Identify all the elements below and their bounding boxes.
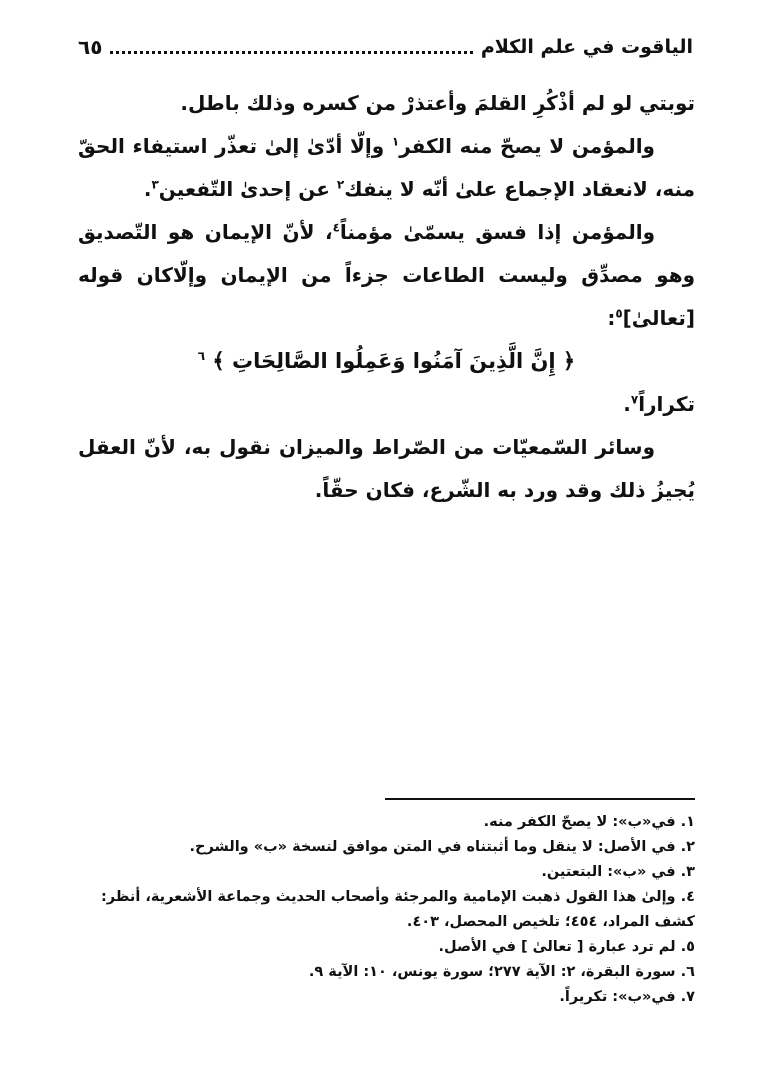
paragraph-4-text-a: تكراراً bbox=[638, 392, 695, 416]
footnote-2: ٢. في الأصل: لا ينقل وما أثبتناه في المتن موافق لنسخة «ب» والشرح. bbox=[189, 839, 695, 855]
footnote-ref-4[interactable]: ٤ bbox=[332, 220, 340, 235]
footnote-ref-3[interactable]: ٣ bbox=[151, 177, 159, 192]
paragraph-1 bbox=[78, 82, 695, 125]
paragraph-4-text-b: . bbox=[623, 392, 631, 416]
book-title: الياقوت في علم الكلام bbox=[480, 36, 693, 58]
paragraph-3-text-b: ، لأنّ الإيمان هو التّصديق وهو مصدِّق وليست الطاعات جزءاً من الإيمان وإلّاكان قوله [تعالىٰ] bbox=[78, 220, 695, 330]
paragraph-2-text-c: عن إحدىٰ التّفعين bbox=[158, 177, 337, 201]
footnote-5: ٥. لم ترد عبارة [ تعالىٰ ] في الأصل. bbox=[438, 939, 695, 955]
paragraph-5 bbox=[78, 426, 695, 512]
paragraph-1-text: توبتي لو لم أذْكُرِ القلمَ وأعتذرْ من كسره وذلك باطل. bbox=[180, 91, 695, 115]
paragraph-2-text-d: . bbox=[143, 177, 152, 201]
footnote-divider bbox=[385, 798, 695, 800]
footnote-4: ٤. وإلىٰ هذا القول ذهبت الإمامية والمرجئة وأصحاب الحديث وجماعة الأشعرية، أنظر: كشف المراد، ٤٥٤؛ تلخيص المحصل، ٤٠٣. bbox=[100, 889, 695, 930]
main-text bbox=[78, 82, 695, 512]
footnote-1: ١. في«ب»: لا يصحّ الكفر منه. bbox=[483, 814, 695, 830]
footnote-ref-7[interactable]: ٧ bbox=[630, 392, 639, 407]
paragraph-3 bbox=[78, 211, 695, 340]
quran-verse bbox=[78, 340, 695, 383]
footnotes bbox=[78, 810, 695, 1010]
footnote-ref-5[interactable]: ٥ bbox=[615, 306, 623, 321]
paragraph-2 bbox=[78, 125, 695, 211]
dot-leader bbox=[110, 41, 472, 54]
footnote-ref-2[interactable]: ٢ bbox=[336, 177, 345, 192]
paragraph-3-text-c: : bbox=[607, 306, 616, 330]
page-number: ٦٥ bbox=[78, 35, 103, 59]
footnote-3: ٣. في «ب»: البتعتين. bbox=[541, 864, 695, 880]
verse-text: ﴿ إِنَّ الَّذِينَ آمَنُوا وَعَمِلُوا الصَّالِحَاتِ ﴾ bbox=[212, 349, 576, 373]
running-header bbox=[78, 30, 693, 64]
footnote-ref-6[interactable]: ٦ bbox=[197, 349, 206, 363]
paragraph-3-text-a: والمؤمن إذا فسق يسمّىٰ مؤمناً bbox=[339, 220, 655, 244]
footnote-6: ٦. سورة البقرة، ٢: الآية ٢٧٧؛ سورة يونس، ١٠: الآية ٩. bbox=[308, 964, 695, 980]
paragraph-5-text: وسائر السّمعيّات من الصّراط والميزان نقول به، لأنّ العقل يُجيزُ ذلك وقد ورد به الشّرع، فكان حقّاً. bbox=[78, 435, 695, 502]
paragraph-2-text-a: والمؤمن لا يصحّ منه الكفر bbox=[399, 134, 655, 158]
footnote-7: ٧. في«ب»: تكريراً. bbox=[559, 989, 695, 1005]
footnote-ref-1[interactable]: ١ bbox=[391, 134, 400, 149]
paragraph-4 bbox=[78, 383, 695, 426]
paragraph-2-text-b: وإلّا أدّىٰ إلىٰ تعذّر استيفاء الحقّ منه، لانعقاد الإجماع علىٰ أنّه لا ينفك bbox=[78, 134, 695, 201]
